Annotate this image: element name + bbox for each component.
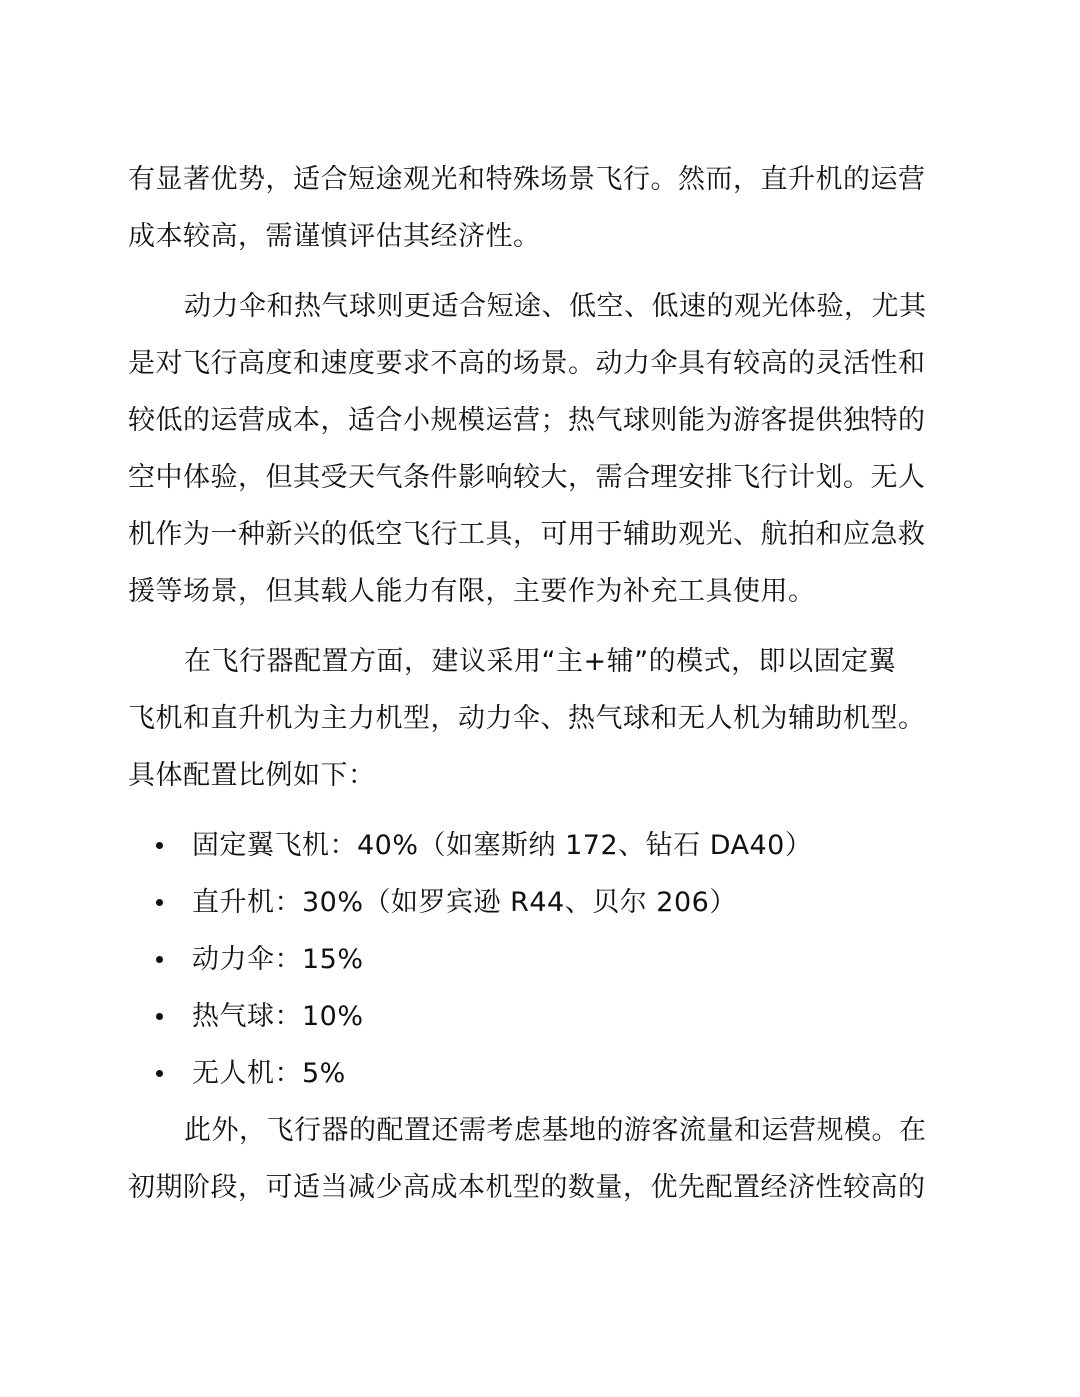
- text-line: 机作为一种新兴的低空飞行工具，可用于辅助观光、航拍和应急救: [128, 519, 926, 550]
- list-item-text: 动力伞：15%: [192, 944, 364, 975]
- text-line: 是对飞行高度和速度要求不高的场景。动力伞具有较高的灵活性和: [128, 348, 926, 379]
- list-item-text: 固定翼飞机：40%（如塞斯纳 172、钻石 DA40）: [192, 830, 813, 861]
- bullet-icon: [156, 1070, 163, 1077]
- text-line: 飞机和直升机为主力机型，动力伞、热气球和无人机为辅助机型。: [128, 703, 926, 734]
- bullet-icon: [156, 1013, 163, 1020]
- text-line: 较低的运营成本，适合小规模运营；热气球则能为游客提供独特的: [128, 405, 926, 436]
- text-line: 成本较高，需谨慎评估其经济性。: [128, 221, 541, 252]
- list-item-text: 无人机：5%: [192, 1058, 346, 1089]
- bullet-icon: [156, 899, 163, 906]
- paragraph-aircraft-types: [128, 278, 948, 620]
- list-item-text: 直升机：30%（如罗宾逊 R44、贝尔 206）: [192, 887, 737, 918]
- configuration-ratio-list: [128, 817, 948, 1102]
- list-item: [128, 988, 948, 1045]
- paragraph-additional: [128, 1102, 948, 1216]
- list-item: [128, 874, 948, 931]
- text-line: 援等场景，但其载人能力有限，主要作为补充工具使用。: [128, 576, 816, 607]
- list-item: [128, 931, 948, 988]
- text-line: 在飞行器配置方面，建议采用“主+辅”的模式，即以固定翼: [184, 646, 897, 677]
- text-line: 空中体验，但其受天气条件影响较大，需合理安排飞行计划。无人: [128, 462, 926, 493]
- text-line: 有显著优势，适合短途观光和特殊场景飞行。然而，直升机的运营: [128, 164, 926, 195]
- text-line: 具体配置比例如下：: [128, 760, 376, 791]
- body-text: [128, 151, 948, 1216]
- list-item: [128, 817, 948, 874]
- paragraph-continued: [128, 151, 948, 265]
- list-item: [128, 1045, 948, 1102]
- paragraph-configuration: [128, 633, 948, 804]
- text-line: 此外，飞行器的配置还需考虑基地的游客流量和运营规模。在: [184, 1115, 927, 1146]
- list-item-text: 热气球：10%: [192, 1001, 364, 1032]
- text-line: 初期阶段，可适当减少高成本机型的数量，优先配置经济性较高的: [128, 1172, 926, 1203]
- text-line: 动力伞和热气球则更适合短途、低空、低速的观光体验，尤其: [184, 291, 927, 322]
- bullet-icon: [156, 956, 163, 963]
- bullet-icon: [156, 842, 163, 849]
